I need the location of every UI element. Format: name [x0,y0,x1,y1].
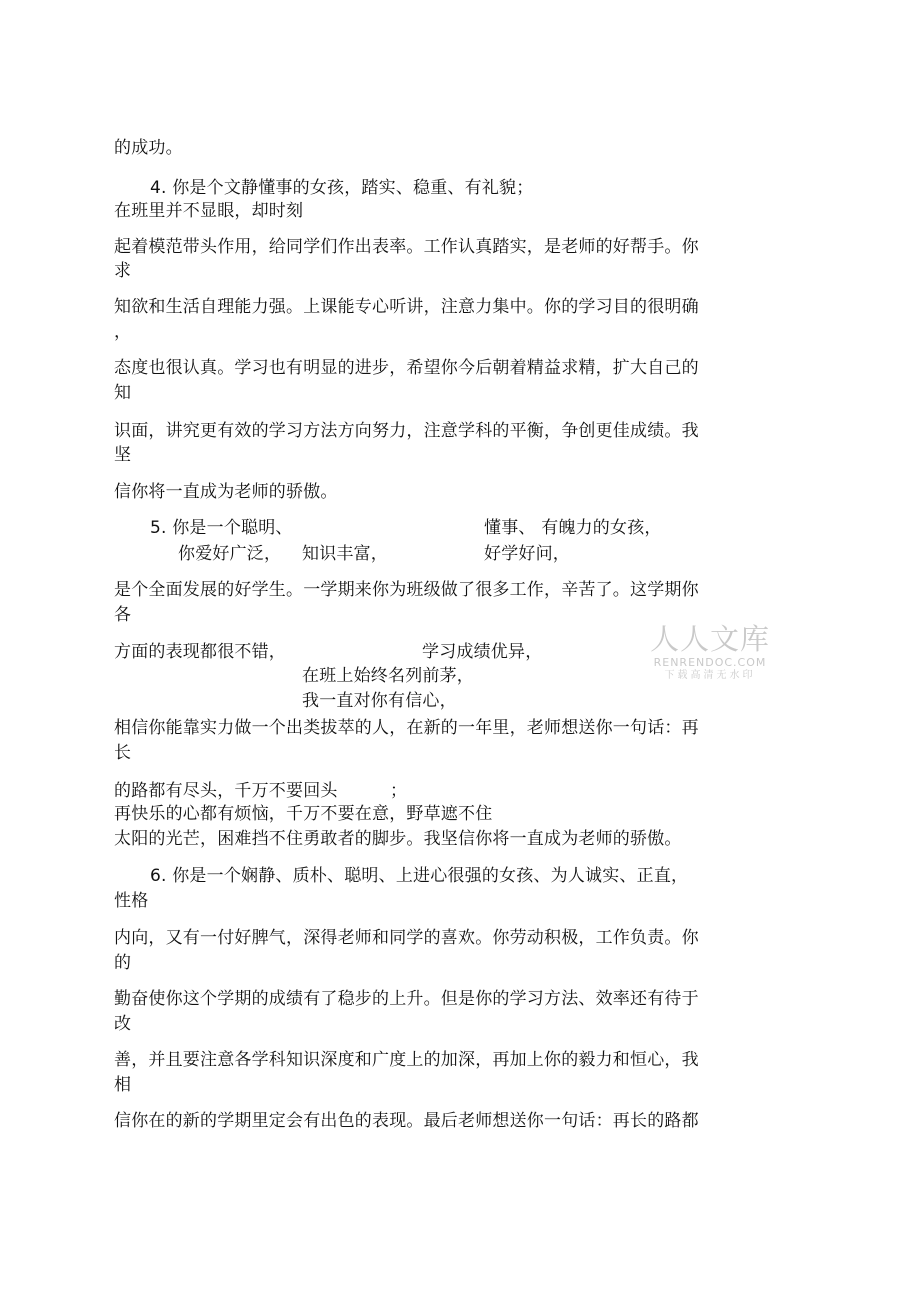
text-line: 善，并且要注意各学科知识深度和广度上的加深，再加上你的毅力和恒心，我 [114,1050,699,1070]
text-line: 再快乐的心都有烦恼，千万不要在意，野草遮不住 [114,804,493,824]
text-line: 太阳的光芒，困难挡不住勇敢者的脚步。我坚信你将一直成为老师的骄傲。 [114,829,682,849]
text-line: 是个全面发展的好学生。一学期来你为班级做了很多工作，辛苦了。这学期你 [114,580,699,600]
text-fragment: 方面的表现都很不错， [114,642,286,662]
text-fragment: 知识丰富， [302,544,388,564]
text-line-wrap: 改 [114,1014,132,1034]
text-line-wrap: 知 [114,383,132,403]
text-line: 勤奋使你这个学期的成绩有了稳步的上升。但是你的学习方法、效率还有待于 [114,989,699,1009]
text-fragment: 的路都有尽头，千万不要回头 [114,781,338,801]
text-line: 知欲和生活自理能力强。上课能专心听讲，注意力集中。你的学习目的很明确 [114,297,699,317]
text-line: 态度也很认真。学习也有明显的进步，希望你今后朝着精益求精，扩大自己的 [114,358,699,378]
text-fragment: 学习成绩优异， [422,642,543,662]
text-line-wrap: 的 [114,953,132,973]
text-line: 在班里并不显眼，却时刻 [114,201,304,221]
item-4-heading: 4. 你是个文静懂事的女孩，踏实、稳重、有礼貌； [150,178,534,198]
item-5-heading: 5. 你是一个聪明、 [150,518,293,538]
text-fragment: 你爱好广泛， [178,544,282,564]
watermark-url: RENRENDOC.COM [653,656,767,669]
text-fragment: 在班上始终名列前茅， [302,666,474,686]
text-line: 相信你能靠实力做一个出类拔萃的人，在新的一年里，老师想送你一句话：再 [114,718,699,738]
text-line: 识面，讲究更有效的学习方法方向努力，注意学科的平衡，争创更佳成绩。我 [114,421,699,441]
text-line: 信你在的新的学期里定会有出色的表现。最后老师想送你一句话：再长的路都 [114,1111,699,1131]
text-fragment: ； [390,781,408,801]
text-line-wrap: 求 [114,261,132,281]
text-line: 起着模范带头作用，给同学们作出表率。工作认真踏实，是老师的好帮手。你 [114,237,699,257]
text-fragment: 懂事、 有魄力的女孩， [484,518,662,538]
text-fragment: 我一直对你有信心， [302,691,457,711]
text-line-wrap: 坚 [114,445,132,465]
text-line-wrap: 长 [114,743,132,763]
text-fragment: 好学好问， [484,544,570,564]
watermark-subtitle: 下载高清无水印 [664,670,756,681]
text-line-wrap: 各 [114,605,132,625]
item-6-heading: 6. 你是一个娴静、质朴、聪明、上进心很强的女孩、为人诚实、正直， [150,866,689,886]
text-line: 内向，又有一付好脾气，深得老师和同学的喜欢。你劳动积极，工作负责。你 [114,928,699,948]
text-line-wrap: 相 [114,1075,132,1095]
watermark [646,622,774,682]
text-line: 信你将一直成为老师的骄傲。 [114,482,338,502]
text-line-wrap: 性格 [114,891,149,911]
text-line-wrap: ， [114,322,132,342]
text-line: 的成功。 [114,138,183,158]
watermark-title: 人人文库 [649,622,770,656]
